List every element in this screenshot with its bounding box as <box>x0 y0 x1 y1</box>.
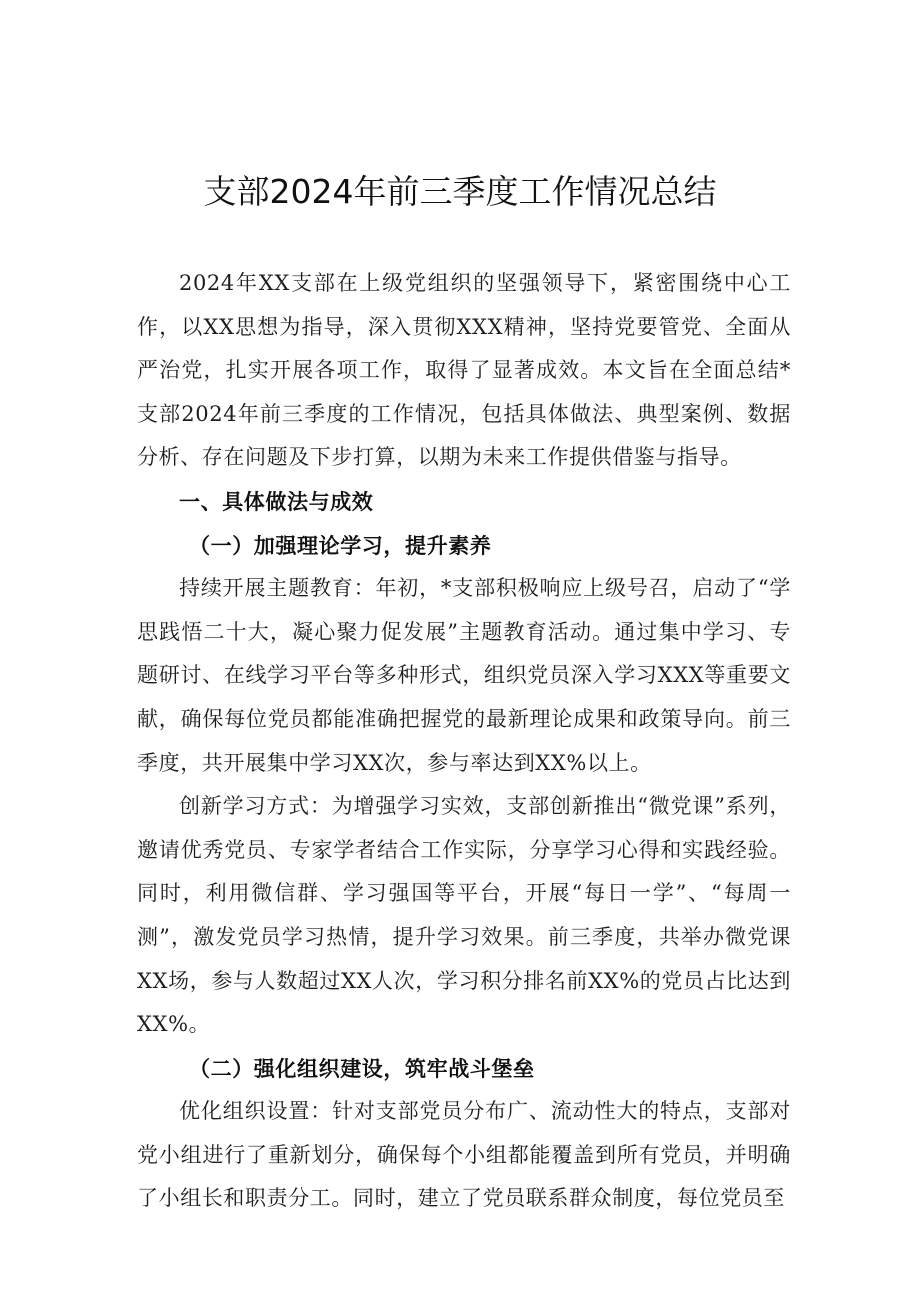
subsection-heading-2: （二）强化组织建设，筑牢战斗堡垒 <box>189 1055 535 1081</box>
document-title: 支部2024年前三季度工作情况总结 <box>203 172 717 211</box>
paragraph-learning-methods: 创新学习方式：为增强学习实效，支部创新推出“微党课”系列，邀请优秀党员、专家学者结合工作实际，分享学习心得和实践经验。同时，利用微信群、学习强国等平台，开展“每日一学”、“每周一测”，激发党员学习热情，提升学习效果。前三季度，共举办微党课XX场，参与人数超过XX人次，学习积分排名前XX%的党员占比达到XX%。 <box>137 794 791 1037</box>
section-heading: 一、具体做法与成效 <box>179 488 374 514</box>
paragraph-theme-education: 持续开展主题教育：年初，*支部积极响应上级号召，启动了“学思践悟二十大，凝心聚力促发展”主题教育活动。通过集中学习、专题研讨、在线学习平台等多种形式，组织党员深入学习XXX等重要文献，确保每位党员都能准确把握党的最新理论成果和政策导向。前三季度，共开展集中学习XX次，参与率达到XX%以上。 <box>137 576 791 775</box>
subsection-heading-1: （一）加强理论学习，提升素养 <box>189 532 492 558</box>
intro-paragraph: 2024年XX支部在上级党组织的坚强领导下，紧密围绕中心工作，以XX思想为指导，深入贯彻XXX精神，坚持党要管党、全面从严治党，扎实开展各项工作，取得了显著成效。本文旨在全面总结*支部2024年前三季度的工作情况，包括具体做法、典型案例、数据分析、存在问题及下步打算，以期为未来工作提供借鉴与指导。 <box>137 271 791 470</box>
document-body <box>137 262 791 1221</box>
paragraph-organization: 优化组织设置：针对支部党员分布广、流动性大的特点，支部对党小组进行了重新划分，确保每个小组都能覆盖到所有党员，并明确了小组长和职责分工。同时，建立了党员联系群众制度，每位党员至 <box>137 1099 791 1211</box>
